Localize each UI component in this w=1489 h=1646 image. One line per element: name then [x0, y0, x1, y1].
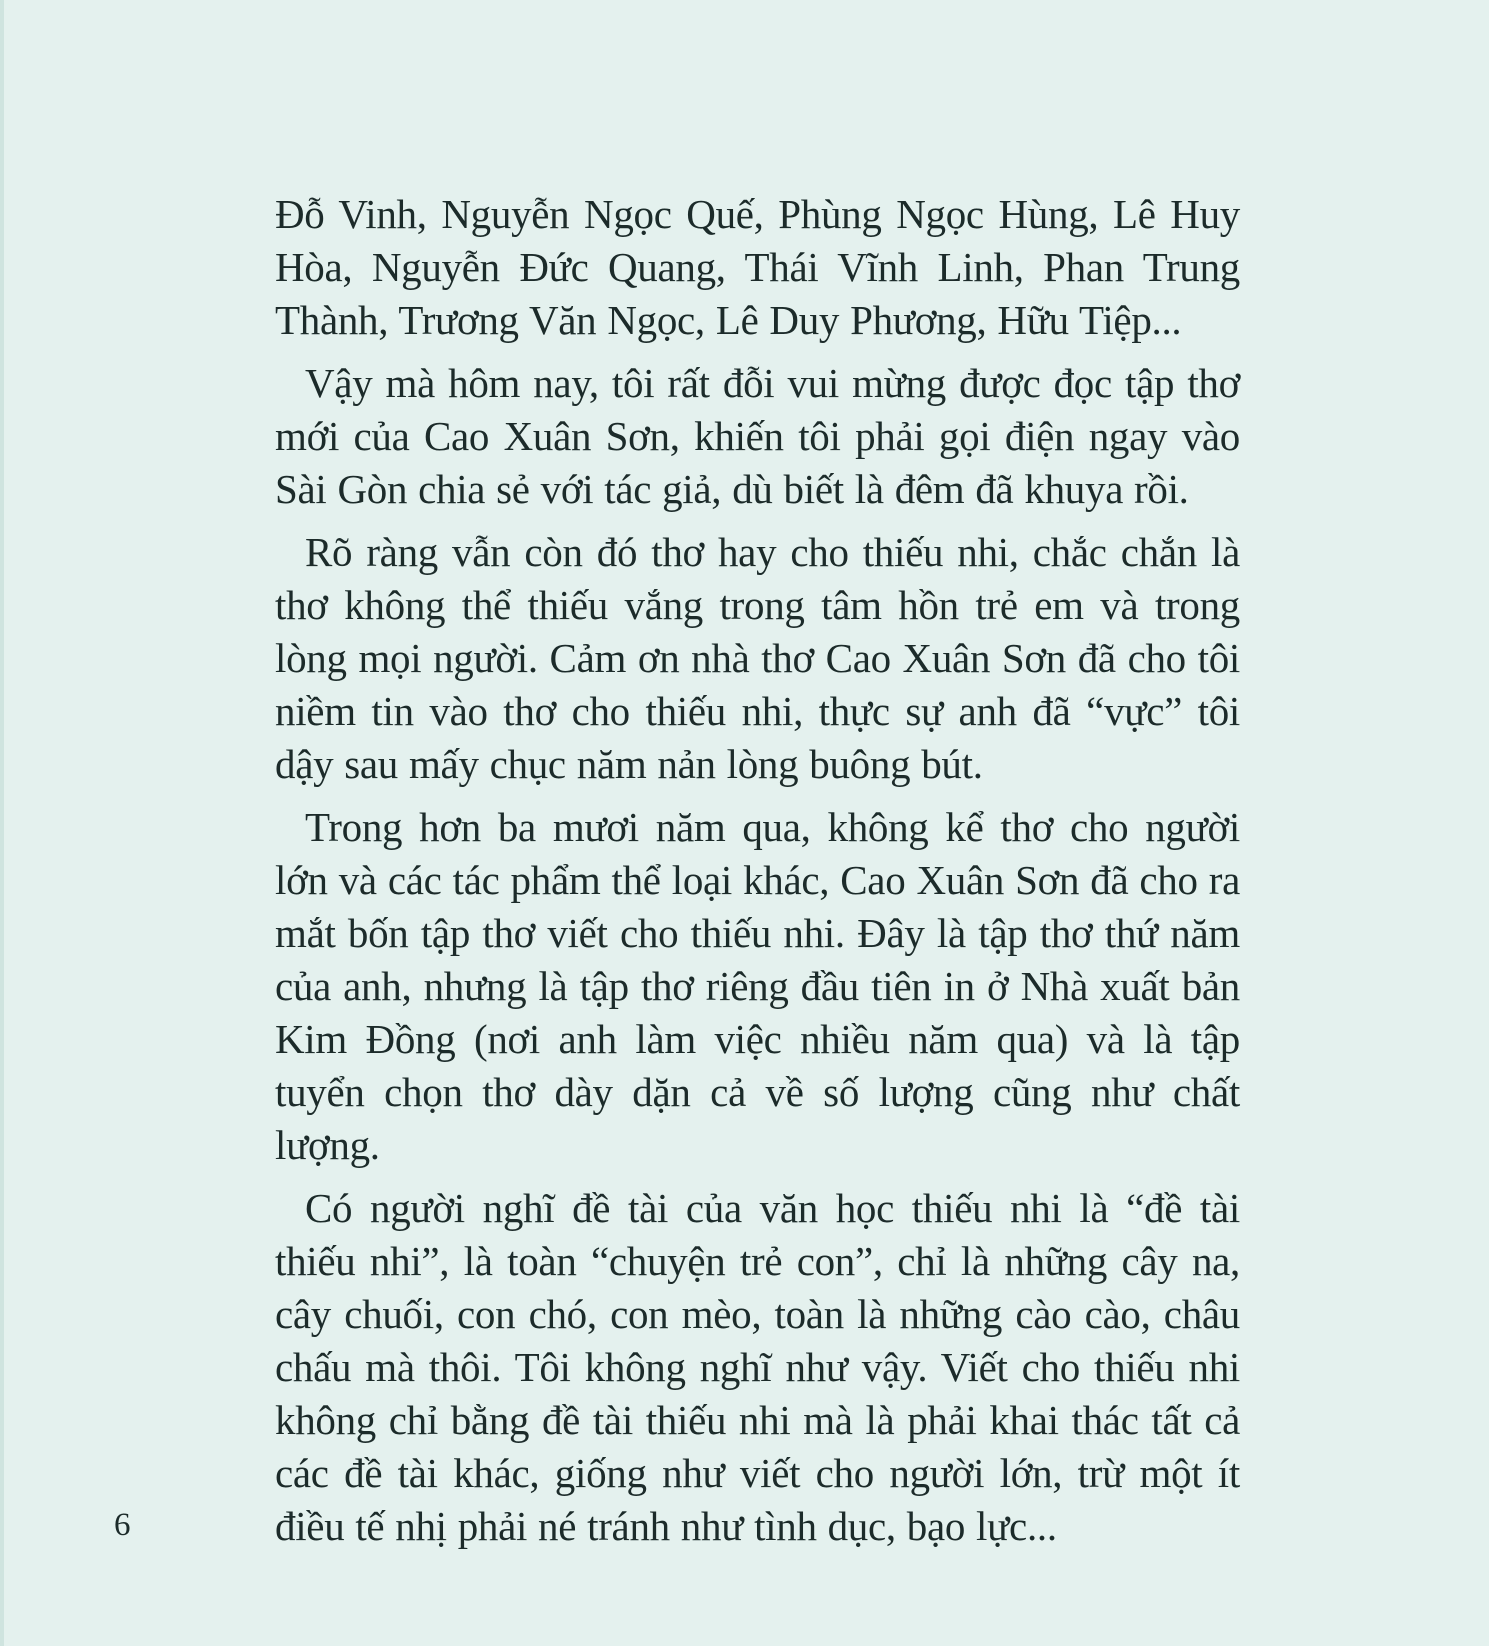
page-number: 6	[114, 1507, 131, 1543]
paragraph-4: Trong hơn ba mươi năm qua, không kể thơ cho người lớn và các tác phẩm thể loại khác, Cao Xuân Sơn đã cho ra mắt bốn tập thơ viết cho thiếu nhi. Đây là tập thơ thứ năm của anh, nhưng là tập thơ riêng đầu tiên in ở Nhà xuất bản Kim Đồng (nơi anh làm việc nhiều năm qua) và là tập tuyển chọn thơ dày dặn cả về số lượng cũng như chất lượng.	[275, 804, 1240, 1168]
page-scan-edge	[0, 0, 4, 1646]
paragraph-3: Rõ ràng vẫn còn đó thơ hay cho thiếu nhi, chắc chắn là thơ không thể thiếu vắng trong tâm hồn trẻ em và trong lòng mọi người. Cảm ơn nhà thơ Cao Xuân Sơn đã cho tôi niềm tin vào thơ cho thiếu nhi, thực sự anh đã “vực” tôi dậy sau mấy chục năm nản lòng buông bút.	[275, 529, 1240, 787]
paragraph-2: Vậy mà hôm nay, tôi rất đỗi vui mừng được đọc tập thơ mới của Cao Xuân Sơn, khiến tôi phải gọi điện ngay vào Sài Gòn chia sẻ với tác giả, dù biết là đêm đã khuya rồi.	[275, 360, 1240, 512]
paragraph-author-list: Đỗ Vinh, Nguyễn Ngọc Quế, Phùng Ngọc Hùng, Lê Huy Hòa, Nguyễn Đức Quang, Thái Vĩnh Linh, Phan Trung Thành, Trương Văn Ngọc, Lê Duy Phương, Hữu Tiệp...	[275, 191, 1240, 343]
text-block	[275, 188, 1240, 1563]
paragraph-5: Có người nghĩ đề tài của văn học thiếu nhi là “đề tài thiếu nhi”, là toàn “chuyện trẻ con”, chỉ là những cây na, cây chuối, con chó, con mèo, toàn là những cào cào, châu chấu mà thôi. Tôi không nghĩ như vậy. Viết cho thiếu nhi không chỉ bằng đề tài thiếu nhi mà là phải khai thác tất cả các đề tài khác, giống như viết cho người lớn, trừ một ít điều tế nhị phải né tránh như tình dục, bạo lực...	[275, 1185, 1240, 1549]
